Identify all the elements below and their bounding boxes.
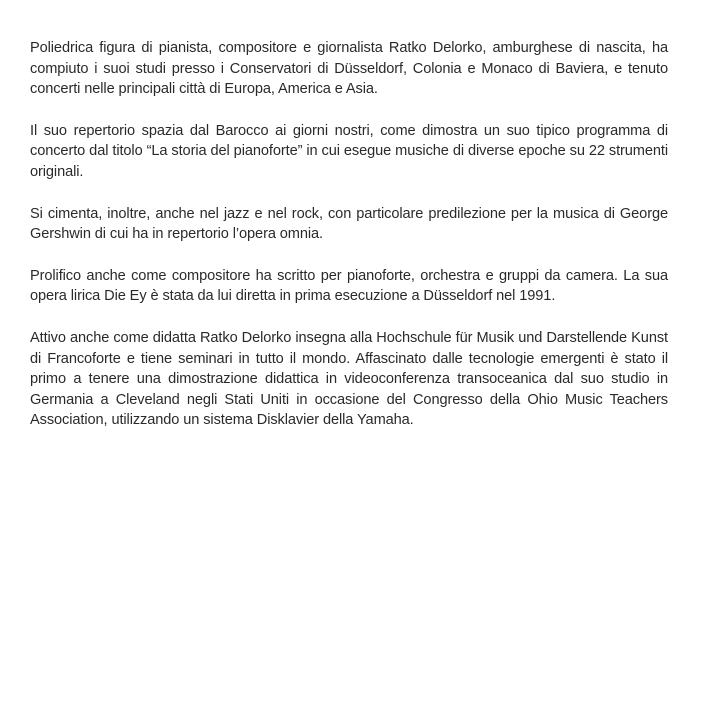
paragraph-repertoire: Il suo repertorio spazia dal Barocco ai giorni nostri, come dimostra un suo tipico programma di concerto dal titolo “La storia del pianoforte” in cui esegue musiche di diverse epoche su 22 strumenti originali.: [30, 122, 668, 180]
paragraph-jazz-rock: Si cimenta, inoltre, anche nel jazz e nel rock, con particolare predilezione per la musica di George Gershwin di cui ha in repertorio l’opera omnia.: [30, 205, 668, 243]
paragraph-teaching: Attivo anche come didatta Ratko Delorko insegna alla Hochschule für Musik und Darstellende Kunst di Francoforte e tiene seminari in tutto il mondo. Affascinato dalle tecnologie emergenti è stato il primo a tenere una dimostrazione didattica in videoconferenza transoceanica dal suo studio in Germania a Cleveland negli Stati Uniti in occasione del Congresso della Ohio Music Teachers Association, utilizzando un sistema Disklavier della Yamaha.: [30, 329, 668, 429]
paragraph-origins: Poliedrica figura di pianista, compositore e giornalista Ratko Delorko, amburghese di nascita, ha compiuto i suoi studi presso i Conservatori di Düsseldorf, Colonia e Monaco di Baviera, e tenuto concerti nelle principali città di Europa, America e Asia.: [30, 40, 668, 98]
paragraph-composer: Prolifico anche come compositore ha scritto per pianoforte, orchestra e gruppi da camera. La sua opera lirica Die Ey è stata da lui diretta in prima esecuzione a Düsseldorf nel 1991.: [30, 267, 668, 305]
biography-text-block: [30, 38, 668, 452]
